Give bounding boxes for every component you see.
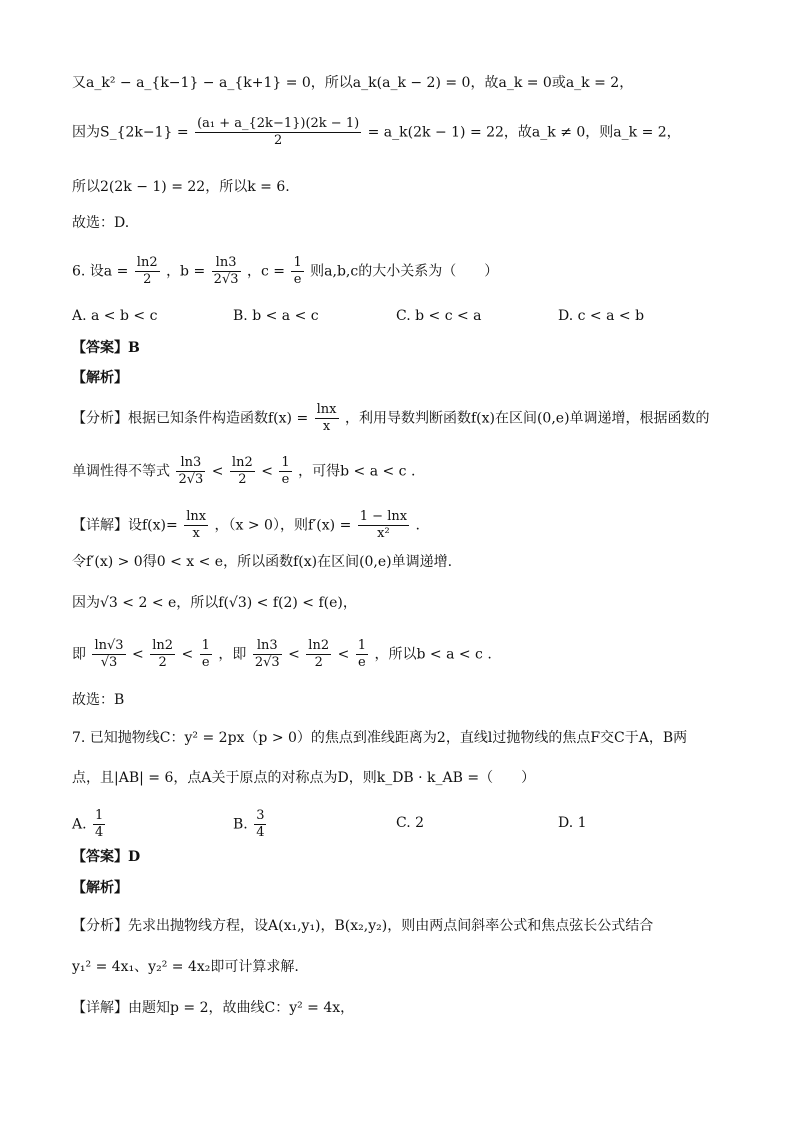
text-span: < bbox=[288, 646, 300, 663]
denominator: e bbox=[201, 655, 210, 670]
text-span: ，所以b < a < c . bbox=[374, 646, 492, 663]
detail-line: 【详解】由题知p = 2，故曲线C：y² = 4x， bbox=[72, 1000, 355, 1016]
denominator: 4 bbox=[95, 825, 104, 840]
option-a bbox=[72, 808, 107, 841]
answer-label: 【答案】B bbox=[72, 340, 140, 356]
fraction bbox=[253, 638, 282, 671]
text-span: 即 bbox=[72, 646, 86, 663]
denominator: 2 bbox=[238, 472, 247, 487]
text-span: < bbox=[211, 463, 224, 480]
numerator: lnx bbox=[316, 402, 337, 417]
fraction bbox=[291, 255, 303, 288]
detail-line bbox=[72, 509, 420, 542]
numerator: ln√3 bbox=[94, 638, 124, 653]
fraction bbox=[176, 455, 205, 488]
option-c: C. b < c < a bbox=[396, 308, 482, 324]
option-b: B. b < a < c bbox=[233, 308, 319, 324]
fraction bbox=[279, 455, 291, 488]
numerator: ln3 bbox=[212, 255, 241, 272]
numerator: ln3 bbox=[253, 638, 282, 655]
numerator: 1 bbox=[95, 808, 104, 823]
numerator: ln2 bbox=[308, 638, 330, 653]
numerator: 1 bbox=[357, 638, 367, 653]
text-span: . bbox=[415, 517, 420, 534]
fraction bbox=[93, 808, 105, 841]
analysis-line bbox=[72, 455, 415, 488]
option-d: D. c < a < b bbox=[558, 308, 645, 324]
denominator: x² bbox=[377, 526, 390, 541]
numerator: 1 − lnx bbox=[359, 509, 408, 524]
detail-line bbox=[72, 638, 492, 671]
denominator: e bbox=[293, 272, 302, 287]
text-span: 则a,b,c的大小关系为（ ） bbox=[310, 263, 499, 280]
denominator: 4 bbox=[256, 825, 265, 840]
numerator: ln3 bbox=[176, 455, 205, 472]
fraction bbox=[92, 638, 125, 671]
text-span: 【详解】设f(x)= bbox=[72, 517, 178, 534]
fraction bbox=[195, 116, 361, 149]
detail-line: 故选：B bbox=[72, 692, 125, 708]
fraction bbox=[358, 509, 409, 542]
question-6-stem bbox=[72, 255, 498, 288]
text-span: = a_k(2k − 1) = 22，故a_k ≠ 0，则a_k = 2， bbox=[367, 124, 681, 141]
text-span: ，利用导数判断函数f(x)在区间(0,e)单调递增，根据函数的 bbox=[344, 410, 710, 427]
denominator: 2√3 bbox=[178, 472, 204, 487]
denominator: x bbox=[322, 419, 331, 434]
fraction bbox=[135, 255, 160, 288]
text-span: 单调性得不等式 bbox=[72, 463, 170, 480]
text-span: B. bbox=[233, 816, 248, 833]
text-span: ，（x > 0），则f′(x) = bbox=[214, 517, 352, 534]
text-line: 所以2(2k − 1) = 22，所以k = 6. bbox=[72, 179, 290, 195]
detail-line: 因为√3 < 2 < e，所以f(√3) < f(2) < f(e)， bbox=[72, 595, 357, 611]
denominator: 2 bbox=[273, 133, 283, 148]
text-span: < bbox=[337, 646, 350, 663]
text-line bbox=[72, 116, 681, 149]
numerator: ln2 bbox=[231, 455, 253, 470]
fraction bbox=[200, 638, 212, 671]
denominator: 2 bbox=[143, 272, 152, 287]
text-span: < bbox=[181, 646, 194, 663]
option-c: C. 2 bbox=[396, 815, 425, 831]
fraction bbox=[356, 638, 368, 671]
text-span: 因为S_{2k−1} = bbox=[72, 124, 189, 141]
numerator: lnx bbox=[186, 509, 207, 524]
option-a: A. a < b < c bbox=[72, 308, 158, 324]
detail-line: 令f′(x) > 0得0 < x < e，所以函数f(x)在区间(0,e)单调递增. bbox=[72, 554, 453, 570]
text-span: A. bbox=[72, 816, 87, 833]
analysis-line bbox=[72, 402, 710, 435]
numerator: 1 bbox=[201, 638, 210, 653]
fraction bbox=[230, 455, 255, 488]
denominator: 2√3 bbox=[254, 655, 280, 670]
question-7-stem: 7. 已知抛物线C：y² = 2px（p > 0）的焦点到准线距离为2，直线l过抛物线的焦点F交C于A，B两 bbox=[72, 730, 688, 746]
fraction bbox=[315, 402, 339, 435]
numerator: ln2 bbox=[152, 638, 173, 653]
numerator: 1 bbox=[293, 255, 302, 270]
fraction bbox=[306, 638, 331, 671]
question-7-stem: 点，且|AB| = 6，点A关于原点的对称点为D，则k_DB · k_AB =（ ） bbox=[72, 770, 536, 786]
numerator: 1 bbox=[281, 455, 290, 470]
analysis-label: 【解析】 bbox=[72, 370, 128, 386]
denominator: 2√3 bbox=[213, 272, 239, 287]
text-span: < bbox=[261, 463, 273, 480]
analysis-line: 【分析】先求出抛物线方程，设A(x₁,y₁)，B(x₂,y₂)，则由两点间斜率公式和焦点弦长公式结合 bbox=[72, 918, 654, 934]
numerator: 3 bbox=[256, 808, 265, 823]
denominator: x bbox=[192, 526, 200, 541]
denominator: 2 bbox=[158, 655, 167, 670]
fraction bbox=[254, 808, 266, 841]
text-span: ，b = bbox=[166, 263, 206, 280]
option-d: D. 1 bbox=[558, 815, 587, 831]
fraction bbox=[184, 509, 208, 542]
text-span: ，c = bbox=[246, 263, 285, 280]
answer-label: 【答案】D bbox=[72, 849, 141, 865]
text-line: 又a_k² − a_{k−1} − a_{k+1} = 0，所以a_k(a_k − 2) = 0，故a_k = 0或a_k = 2， bbox=[72, 75, 634, 91]
analysis-line: y₁² = 4x₁、y₂² = 4x₂即可计算求解. bbox=[72, 959, 299, 975]
analysis-label: 【解析】 bbox=[72, 880, 128, 896]
text-line: 故选：D. bbox=[72, 215, 130, 231]
denominator: e bbox=[358, 655, 366, 670]
fraction bbox=[212, 255, 241, 288]
text-span: < bbox=[132, 646, 144, 663]
text-span: 【分析】根据已知条件构造函数f(x) = bbox=[72, 410, 309, 427]
fraction bbox=[150, 638, 175, 671]
numerator: (a₁ + a_{2k−1})(2k − 1) bbox=[197, 116, 360, 131]
text-span: ，即 bbox=[218, 646, 247, 663]
numerator: ln2 bbox=[136, 255, 158, 270]
text-span: 6. 设a = bbox=[72, 263, 129, 280]
denominator: 2 bbox=[314, 655, 323, 670]
text-span: ，可得b < a < c . bbox=[298, 463, 416, 480]
option-b bbox=[233, 808, 268, 841]
denominator: √3 bbox=[100, 655, 118, 670]
denominator: e bbox=[281, 472, 290, 487]
